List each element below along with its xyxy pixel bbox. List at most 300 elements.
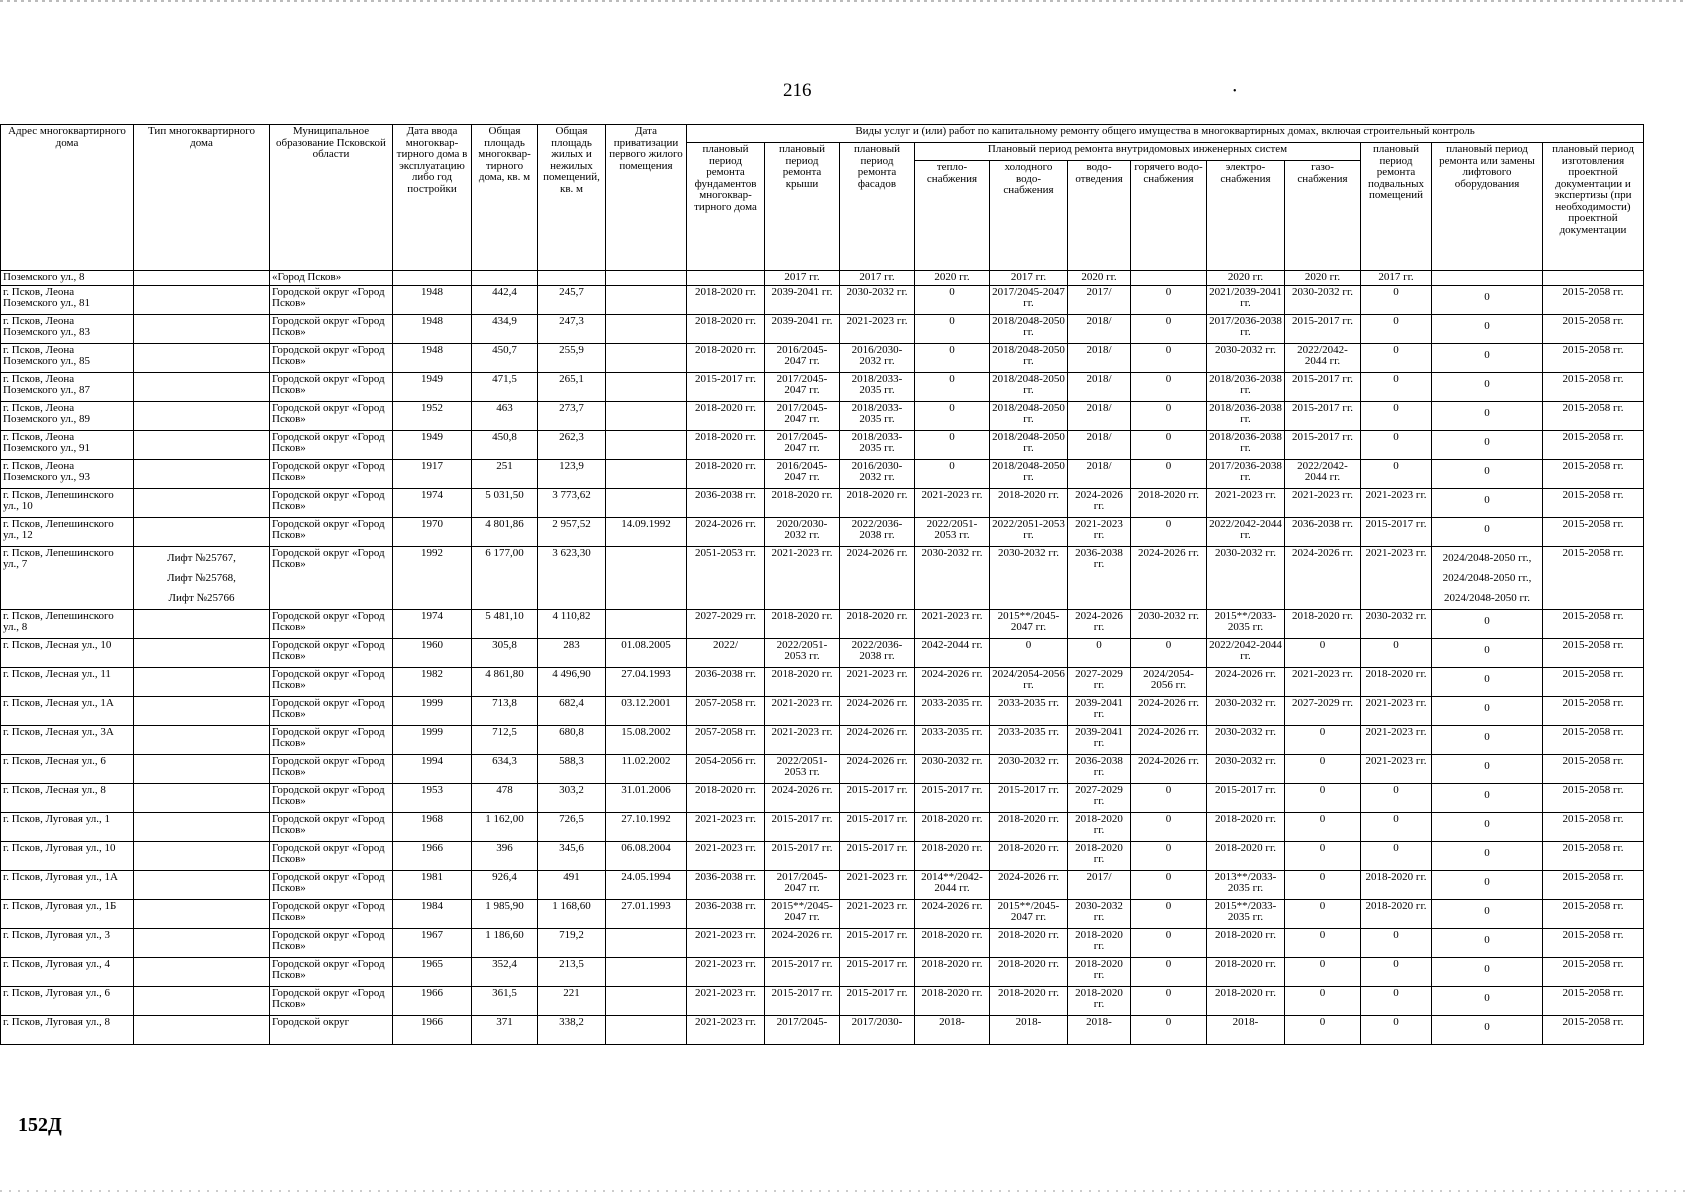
cell-elevator: 0 xyxy=(1432,812,1543,841)
cell-municipality: Городской округ «Город Псков» xyxy=(270,638,393,667)
cell-total-area: 463 xyxy=(472,401,538,430)
cell-basement: 2030-2032 гг. xyxy=(1361,609,1432,638)
cell-gas: 0 xyxy=(1285,928,1361,957)
cell-hot-water: 0 xyxy=(1131,401,1207,430)
cell-gas: 0 xyxy=(1285,899,1361,928)
cell-house-type xyxy=(134,812,270,841)
cell-living-area: 345,6 xyxy=(538,841,606,870)
cell-foundation: 2036-2038 гг. xyxy=(687,488,765,517)
cell-hot-water: 0 xyxy=(1131,343,1207,372)
cell-facade: 2024-2026 гг. xyxy=(840,725,915,754)
cell-facade: 2015-2017 гг. xyxy=(840,928,915,957)
cell-design-docs: 2015-2058 гг. xyxy=(1543,488,1644,517)
cell-living-area xyxy=(538,271,606,286)
cell-total-area: 6 177,00 xyxy=(472,546,538,609)
cell-commission-date: 1965 xyxy=(393,957,472,986)
cell-roof: 2015**/2045-2047 гг. xyxy=(765,899,840,928)
cell-heat-supply: 0 xyxy=(915,372,990,401)
cell-roof: 2016/2045-2047 гг. xyxy=(765,459,840,488)
cell-foundation: 2021-2023 гг. xyxy=(687,928,765,957)
cell-house-type xyxy=(134,459,270,488)
cell-drainage: 2036-2038 гг. xyxy=(1068,754,1131,783)
cell-address: г. Псков, Леона Поземского ул., 81 xyxy=(1,285,134,314)
cell-facade: 2015-2017 гг. xyxy=(840,783,915,812)
cell-electricity: 2018-2020 гг. xyxy=(1207,841,1285,870)
cell-privatization-date xyxy=(606,957,687,986)
cell-address: г. Псков, Лесная ул., 3А xyxy=(1,725,134,754)
table-row xyxy=(1,638,1644,667)
table-row xyxy=(1,783,1644,812)
cell-elevator: 0 xyxy=(1432,401,1543,430)
cell-foundation: 2018-2020 гг. xyxy=(687,783,765,812)
cell-heat-supply: 0 xyxy=(915,314,990,343)
cell-municipality: Городской округ «Город Псков» xyxy=(270,783,393,812)
cell-commission-date: 1949 xyxy=(393,430,472,459)
cell-gas: 2018-2020 гг. xyxy=(1285,609,1361,638)
cell-roof: 2020/2030-2032 гг. xyxy=(765,517,840,546)
cell-cold-water: 2018/2048-2050 гг. xyxy=(990,343,1068,372)
cell-basement: 2021-2023 гг. xyxy=(1361,696,1432,725)
cell-design-docs: 2015-2058 гг. xyxy=(1543,517,1644,546)
cell-drainage: 2018-2020 гг. xyxy=(1068,957,1131,986)
cell-heat-supply: 0 xyxy=(915,343,990,372)
cell-roof: 2015-2017 гг. xyxy=(765,957,840,986)
cell-living-area: 283 xyxy=(538,638,606,667)
cell-foundation: 2021-2023 гг. xyxy=(687,986,765,1015)
cell-hot-water: 0 xyxy=(1131,957,1207,986)
cell-basement: 0 xyxy=(1361,957,1432,986)
cell-hot-water: 0 xyxy=(1131,928,1207,957)
cell-gas: 0 xyxy=(1285,957,1361,986)
cell-commission-date: 1970 xyxy=(393,517,472,546)
cell-design-docs: 2015-2058 гг. xyxy=(1543,870,1644,899)
cell-hot-water: 2024-2026 гг. xyxy=(1131,754,1207,783)
cell-privatization-date: 03.12.2001 xyxy=(606,696,687,725)
header-electricity: электро-снабжения xyxy=(1207,161,1285,271)
cell-privatization-date: 27.10.1992 xyxy=(606,812,687,841)
cell-privatization-date: 27.04.1993 xyxy=(606,667,687,696)
cell-electricity: 2030-2032 гг. xyxy=(1207,725,1285,754)
cell-municipality: Городской округ «Город Псков» xyxy=(270,488,393,517)
cell-address: г. Псков, Луговая ул., 6 xyxy=(1,986,134,1015)
cell-design-docs: 2015-2058 гг. xyxy=(1543,957,1644,986)
cell-drainage: 2017/ xyxy=(1068,870,1131,899)
cell-heat-supply: 2018-2020 гг. xyxy=(915,841,990,870)
cell-house-type xyxy=(134,725,270,754)
cell-privatization-date: 27.01.1993 xyxy=(606,899,687,928)
header-commission-date: Дата ввода многоквар-тирного дома в эксплуатацию либо год постройки xyxy=(393,125,472,271)
cell-roof: 2017/2045-2047 гг. xyxy=(765,401,840,430)
cell-house-type xyxy=(134,928,270,957)
cell-hot-water: 0 xyxy=(1131,638,1207,667)
cell-design-docs: 2015-2058 гг. xyxy=(1543,783,1644,812)
cell-gas: 0 xyxy=(1285,870,1361,899)
cell-commission-date: 1960 xyxy=(393,638,472,667)
cell-address: г. Псков, Лесная ул., 8 xyxy=(1,783,134,812)
cell-basement: 0 xyxy=(1361,430,1432,459)
cell-house-type: Лифт №25767, Лифт №25768, Лифт №25766 xyxy=(134,546,270,609)
cell-drainage: 2027-2029 гг. xyxy=(1068,783,1131,812)
cell-address: г. Псков, Лепешинского ул., 8 xyxy=(1,609,134,638)
cell-facade: 2015-2017 гг. xyxy=(840,957,915,986)
cell-house-type xyxy=(134,517,270,546)
cell-roof: 2024-2026 гг. xyxy=(765,783,840,812)
cell-basement: 0 xyxy=(1361,1015,1432,1044)
cell-design-docs: 2015-2058 гг. xyxy=(1543,667,1644,696)
cell-drainage: 2021-2023 гг. xyxy=(1068,517,1131,546)
cell-privatization-date: 11.02.2002 xyxy=(606,754,687,783)
cell-total-area: 396 xyxy=(472,841,538,870)
table-row xyxy=(1,609,1644,638)
cell-address: г. Псков, Луговая ул., 1 xyxy=(1,812,134,841)
cell-privatization-date xyxy=(606,314,687,343)
cell-elevator: 0 xyxy=(1432,986,1543,1015)
cell-living-area: 491 xyxy=(538,870,606,899)
cell-foundation: 2021-2023 гг. xyxy=(687,812,765,841)
cell-privatization-date xyxy=(606,401,687,430)
cell-facade: 2015-2017 гг. xyxy=(840,841,915,870)
cell-gas: 0 xyxy=(1285,841,1361,870)
cell-basement: 0 xyxy=(1361,783,1432,812)
cell-privatization-date xyxy=(606,372,687,401)
cell-electricity: 2030-2032 гг. xyxy=(1207,696,1285,725)
cell-gas: 2021-2023 гг. xyxy=(1285,488,1361,517)
cell-privatization-date: 01.08.2005 xyxy=(606,638,687,667)
cell-living-area: 262,3 xyxy=(538,430,606,459)
cell-drainage: 2018-2020 гг. xyxy=(1068,841,1131,870)
cell-living-area: 682,4 xyxy=(538,696,606,725)
cell-total-area: 305,8 xyxy=(472,638,538,667)
cell-elevator: 0 xyxy=(1432,430,1543,459)
cell-facade: 2024-2026 гг. xyxy=(840,546,915,609)
cell-municipality: Городской округ «Город Псков» xyxy=(270,928,393,957)
cell-basement: 0 xyxy=(1361,372,1432,401)
cell-municipality: Городской округ «Город Псков» xyxy=(270,459,393,488)
cell-house-type xyxy=(134,430,270,459)
cell-electricity: 2020 гг. xyxy=(1207,271,1285,286)
cell-living-area: 680,8 xyxy=(538,725,606,754)
cell-privatization-date xyxy=(606,546,687,609)
cell-cold-water: 2033-2035 гг. xyxy=(990,696,1068,725)
cell-elevator: 0 xyxy=(1432,783,1543,812)
cell-cold-water: 2030-2032 гг. xyxy=(990,754,1068,783)
cell-hot-water: 2030-2032 гг. xyxy=(1131,609,1207,638)
cell-living-area: 221 xyxy=(538,986,606,1015)
cell-electricity: 2018-2020 гг. xyxy=(1207,957,1285,986)
cell-foundation: 2018-2020 гг. xyxy=(687,314,765,343)
cell-living-area: 4 110,82 xyxy=(538,609,606,638)
cell-facade: 2022/2036-2038 гг. xyxy=(840,638,915,667)
cell-commission-date: 1968 xyxy=(393,812,472,841)
cell-design-docs: 2015-2058 гг. xyxy=(1543,986,1644,1015)
cell-gas: 2015-2017 гг. xyxy=(1285,430,1361,459)
cell-heat-supply: 2024-2026 гг. xyxy=(915,667,990,696)
cell-electricity: 2030-2032 гг. xyxy=(1207,546,1285,609)
cell-commission-date: 1948 xyxy=(393,314,472,343)
scan-edge-top xyxy=(0,0,1686,2)
cell-elevator: 0 xyxy=(1432,928,1543,957)
cell-roof: 2016/2045-2047 гг. xyxy=(765,343,840,372)
cell-municipality: Городской округ «Город Псков» xyxy=(270,343,393,372)
cell-commission-date: 1981 xyxy=(393,870,472,899)
cell-foundation: 2015-2017 гг. xyxy=(687,372,765,401)
cell-elevator: 0 xyxy=(1432,957,1543,986)
cell-house-type xyxy=(134,754,270,783)
cell-gas: 0 xyxy=(1285,754,1361,783)
header-gas: газо-снабжения xyxy=(1285,161,1361,271)
cell-house-type xyxy=(134,372,270,401)
cell-total-area: 5 031,50 xyxy=(472,488,538,517)
cell-privatization-date xyxy=(606,285,687,314)
cell-gas: 2027-2029 гг. xyxy=(1285,696,1361,725)
cell-living-area: 3 623,30 xyxy=(538,546,606,609)
cell-foundation: 2036-2038 гг. xyxy=(687,899,765,928)
cell-gas: 0 xyxy=(1285,783,1361,812)
cell-municipality: Городской округ «Город Псков» xyxy=(270,401,393,430)
cell-foundation: 2018-2020 гг. xyxy=(687,401,765,430)
cell-privatization-date xyxy=(606,271,687,286)
cell-address: г. Псков, Луговая ул., 8 xyxy=(1,1015,134,1044)
cell-heat-supply: 2018- xyxy=(915,1015,990,1044)
cell-design-docs: 2015-2058 гг. xyxy=(1543,841,1644,870)
scan-mark: • xyxy=(1233,86,1237,97)
table-row xyxy=(1,928,1644,957)
cell-foundation: 2022/ xyxy=(687,638,765,667)
cell-address: г. Псков, Леона Поземского ул., 89 xyxy=(1,401,134,430)
cell-drainage: 2020 гг. xyxy=(1068,271,1131,286)
cell-drainage: 2018-2020 гг. xyxy=(1068,928,1131,957)
cell-municipality: Городской округ «Город Псков» xyxy=(270,725,393,754)
cell-total-area: 5 481,10 xyxy=(472,609,538,638)
cell-facade: 2018/2033-2035 гг. xyxy=(840,401,915,430)
cell-cold-water: 2018-2020 гг. xyxy=(990,488,1068,517)
cell-cold-water: 2018/2048-2050 гг. xyxy=(990,401,1068,430)
cell-cold-water: 2018-2020 гг. xyxy=(990,928,1068,957)
cell-hot-water: 0 xyxy=(1131,459,1207,488)
cell-hot-water: 0 xyxy=(1131,841,1207,870)
cell-hot-water: 2024-2026 гг. xyxy=(1131,725,1207,754)
cell-drainage: 2018/ xyxy=(1068,372,1131,401)
cell-facade: 2017 гг. xyxy=(840,271,915,286)
cell-cold-water: 0 xyxy=(990,638,1068,667)
cell-living-area: 3 773,62 xyxy=(538,488,606,517)
cell-cold-water: 2018-2020 гг. xyxy=(990,812,1068,841)
cell-address: г. Псков, Леона Поземского ул., 93 xyxy=(1,459,134,488)
cell-heat-supply: 2030-2032 гг. xyxy=(915,546,990,609)
cell-gas: 2024-2026 гг. xyxy=(1285,546,1361,609)
cell-foundation: 2018-2020 гг. xyxy=(687,430,765,459)
cell-elevator: 0 xyxy=(1432,1015,1543,1044)
cell-design-docs: 2015-2058 гг. xyxy=(1543,459,1644,488)
cell-house-type xyxy=(134,899,270,928)
cell-address: г. Псков, Леона Поземского ул., 87 xyxy=(1,372,134,401)
cell-foundation: 2021-2023 гг. xyxy=(687,841,765,870)
table-row xyxy=(1,546,1644,609)
cell-living-area: 213,5 xyxy=(538,957,606,986)
cell-living-area: 265,1 xyxy=(538,372,606,401)
cell-privatization-date xyxy=(606,928,687,957)
cell-gas: 0 xyxy=(1285,1015,1361,1044)
cell-gas: 2015-2017 гг. xyxy=(1285,401,1361,430)
cell-commission-date: 1966 xyxy=(393,986,472,1015)
cell-commission-date: 1974 xyxy=(393,609,472,638)
cell-elevator: 0 xyxy=(1432,667,1543,696)
cell-roof: 2039-2041 гг. xyxy=(765,285,840,314)
cell-electricity: 2021/2039-2041 гг. xyxy=(1207,285,1285,314)
cell-basement: 0 xyxy=(1361,285,1432,314)
cell-design-docs: 2015-2058 гг. xyxy=(1543,546,1644,609)
cell-commission-date: 1952 xyxy=(393,401,472,430)
header-foundation: плановый период ремонта фундаментов многоквар-тирного дома xyxy=(687,143,765,271)
cell-facade: 2024-2026 гг. xyxy=(840,754,915,783)
header-living-area: Общая площадь жилых и нежилых помещений, кв. м xyxy=(538,125,606,271)
cell-foundation: 2051-2053 гг. xyxy=(687,546,765,609)
cell-house-type xyxy=(134,696,270,725)
cell-house-type xyxy=(134,271,270,286)
cell-elevator: 0 xyxy=(1432,841,1543,870)
cell-heat-supply: 2021-2023 гг. xyxy=(915,488,990,517)
table-row xyxy=(1,285,1644,314)
cell-cold-water: 2015-2017 гг. xyxy=(990,783,1068,812)
cell-drainage: 2018/ xyxy=(1068,459,1131,488)
cell-living-area: 255,9 xyxy=(538,343,606,372)
cell-basement: 0 xyxy=(1361,401,1432,430)
cell-living-area: 2 957,52 xyxy=(538,517,606,546)
cell-commission-date: 1966 xyxy=(393,841,472,870)
cell-gas: 2022/2042-2044 гг. xyxy=(1285,343,1361,372)
cell-municipality: Городской округ «Город Псков» xyxy=(270,841,393,870)
cell-hot-water: 0 xyxy=(1131,783,1207,812)
cell-cold-water: 2018-2020 гг. xyxy=(990,841,1068,870)
cell-foundation: 2057-2058 гг. xyxy=(687,725,765,754)
cell-total-area: 4 801,86 xyxy=(472,517,538,546)
cell-roof: 2018-2020 гг. xyxy=(765,609,840,638)
header-house-type: Тип многоквартирного дома xyxy=(134,125,270,271)
header-design-docs: плановый период изготовления проектной документации и экспертизы (при необходимости) проектной документации xyxy=(1543,143,1644,271)
header-heat-supply: тепло-снабжения xyxy=(915,161,990,271)
cell-roof: 2018-2020 гг. xyxy=(765,667,840,696)
table-row xyxy=(1,459,1644,488)
cell-electricity: 2018-2020 гг. xyxy=(1207,812,1285,841)
cell-gas: 0 xyxy=(1285,725,1361,754)
cell-drainage: 2018/ xyxy=(1068,343,1131,372)
cell-drainage: 2030-2032 гг. xyxy=(1068,899,1131,928)
cell-living-area: 247,3 xyxy=(538,314,606,343)
cell-design-docs: 2015-2058 гг. xyxy=(1543,314,1644,343)
cell-municipality: «Город Псков» xyxy=(270,271,393,286)
cell-basement: 2018-2020 гг. xyxy=(1361,870,1432,899)
cell-facade: 2018/2033-2035 гг. xyxy=(840,372,915,401)
cell-commission-date: 1999 xyxy=(393,696,472,725)
cell-design-docs: 2015-2058 гг. xyxy=(1543,372,1644,401)
cell-roof: 2017/2045- xyxy=(765,1015,840,1044)
cell-cold-water: 2018/2048-2050 гг. xyxy=(990,459,1068,488)
cell-municipality: Городской округ «Город Псков» xyxy=(270,667,393,696)
cell-basement: 2018-2020 гг. xyxy=(1361,899,1432,928)
cell-commission-date: 1982 xyxy=(393,667,472,696)
header-address: Адрес многоквартирного дома xyxy=(1,125,134,271)
cell-address: г. Псков, Леона Поземского ул., 83 xyxy=(1,314,134,343)
cell-elevator: 0 xyxy=(1432,314,1543,343)
cell-hot-water: 0 xyxy=(1131,899,1207,928)
header-cold-water: холодного водо-снабжения xyxy=(990,161,1068,271)
cell-drainage: 2018/ xyxy=(1068,401,1131,430)
cell-basement: 0 xyxy=(1361,841,1432,870)
cell-facade: 2030-2032 гг. xyxy=(840,285,915,314)
cell-privatization-date xyxy=(606,430,687,459)
cell-elevator: 0 xyxy=(1432,754,1543,783)
cell-commission-date: 1966 xyxy=(393,1015,472,1044)
table-row xyxy=(1,517,1644,546)
cell-hot-water: 0 xyxy=(1131,314,1207,343)
cell-house-type xyxy=(134,488,270,517)
cell-gas: 2015-2017 гг. xyxy=(1285,372,1361,401)
cell-basement: 0 xyxy=(1361,986,1432,1015)
table-row xyxy=(1,812,1644,841)
cell-commission-date: 1994 xyxy=(393,754,472,783)
cell-house-type xyxy=(134,285,270,314)
cell-heat-supply: 2030-2032 гг. xyxy=(915,754,990,783)
cell-elevator: 0 xyxy=(1432,488,1543,517)
cell-total-area: 450,7 xyxy=(472,343,538,372)
cell-cold-water: 2015**/2045-2047 гг. xyxy=(990,609,1068,638)
cell-electricity: 2017/2036-2038 гг. xyxy=(1207,314,1285,343)
cell-design-docs: 2015-2058 гг. xyxy=(1543,1015,1644,1044)
header-privatization-date: Дата приватизации первого жилого помещения xyxy=(606,125,687,271)
cell-elevator: 0 xyxy=(1432,609,1543,638)
cell-hot-water: 0 xyxy=(1131,986,1207,1015)
cell-privatization-date xyxy=(606,609,687,638)
cell-municipality: Городской округ «Город Псков» xyxy=(270,546,393,609)
cell-heat-supply: 2020 гг. xyxy=(915,271,990,286)
cell-hot-water: 0 xyxy=(1131,1015,1207,1044)
cell-basement: 0 xyxy=(1361,638,1432,667)
cell-living-area: 4 496,90 xyxy=(538,667,606,696)
cell-heat-supply: 0 xyxy=(915,401,990,430)
cell-heat-supply: 0 xyxy=(915,459,990,488)
cell-gas: 0 xyxy=(1285,638,1361,667)
cell-gas: 2030-2032 гг. xyxy=(1285,285,1361,314)
cell-foundation: 2018-2020 гг. xyxy=(687,285,765,314)
cell-house-type xyxy=(134,638,270,667)
cell-living-area: 303,2 xyxy=(538,783,606,812)
cell-roof: 2017/2045-2047 гг. xyxy=(765,372,840,401)
table-row xyxy=(1,488,1644,517)
cell-heat-supply: 2018-2020 гг. xyxy=(915,812,990,841)
table-row xyxy=(1,667,1644,696)
cell-foundation: 2021-2023 гг. xyxy=(687,957,765,986)
cell-drainage: 2024-2026 гг. xyxy=(1068,488,1131,517)
cell-cold-water: 2018/2048-2050 гг. xyxy=(990,430,1068,459)
cell-roof: 2017/2045-2047 гг. xyxy=(765,870,840,899)
cell-roof: 2015-2017 гг. xyxy=(765,812,840,841)
cell-facade: 2018-2020 гг. xyxy=(840,609,915,638)
cell-facade: 2015-2017 гг. xyxy=(840,812,915,841)
cell-facade: 2018-2020 гг. xyxy=(840,488,915,517)
cell-drainage: 2018/ xyxy=(1068,430,1131,459)
table-row xyxy=(1,957,1644,986)
cell-roof: 2021-2023 гг. xyxy=(765,725,840,754)
cell-living-area: 726,5 xyxy=(538,812,606,841)
cell-cold-water: 2030-2032 гг. xyxy=(990,546,1068,609)
cell-heat-supply: 2033-2035 гг. xyxy=(915,725,990,754)
cell-cold-water: 2017/2045-2047 гг. xyxy=(990,285,1068,314)
cell-house-type xyxy=(134,1015,270,1044)
cell-elevator: 0 xyxy=(1432,638,1543,667)
cell-drainage: 2039-2041 гг. xyxy=(1068,696,1131,725)
cell-house-type xyxy=(134,783,270,812)
cell-design-docs: 2015-2058 гг. xyxy=(1543,754,1644,783)
